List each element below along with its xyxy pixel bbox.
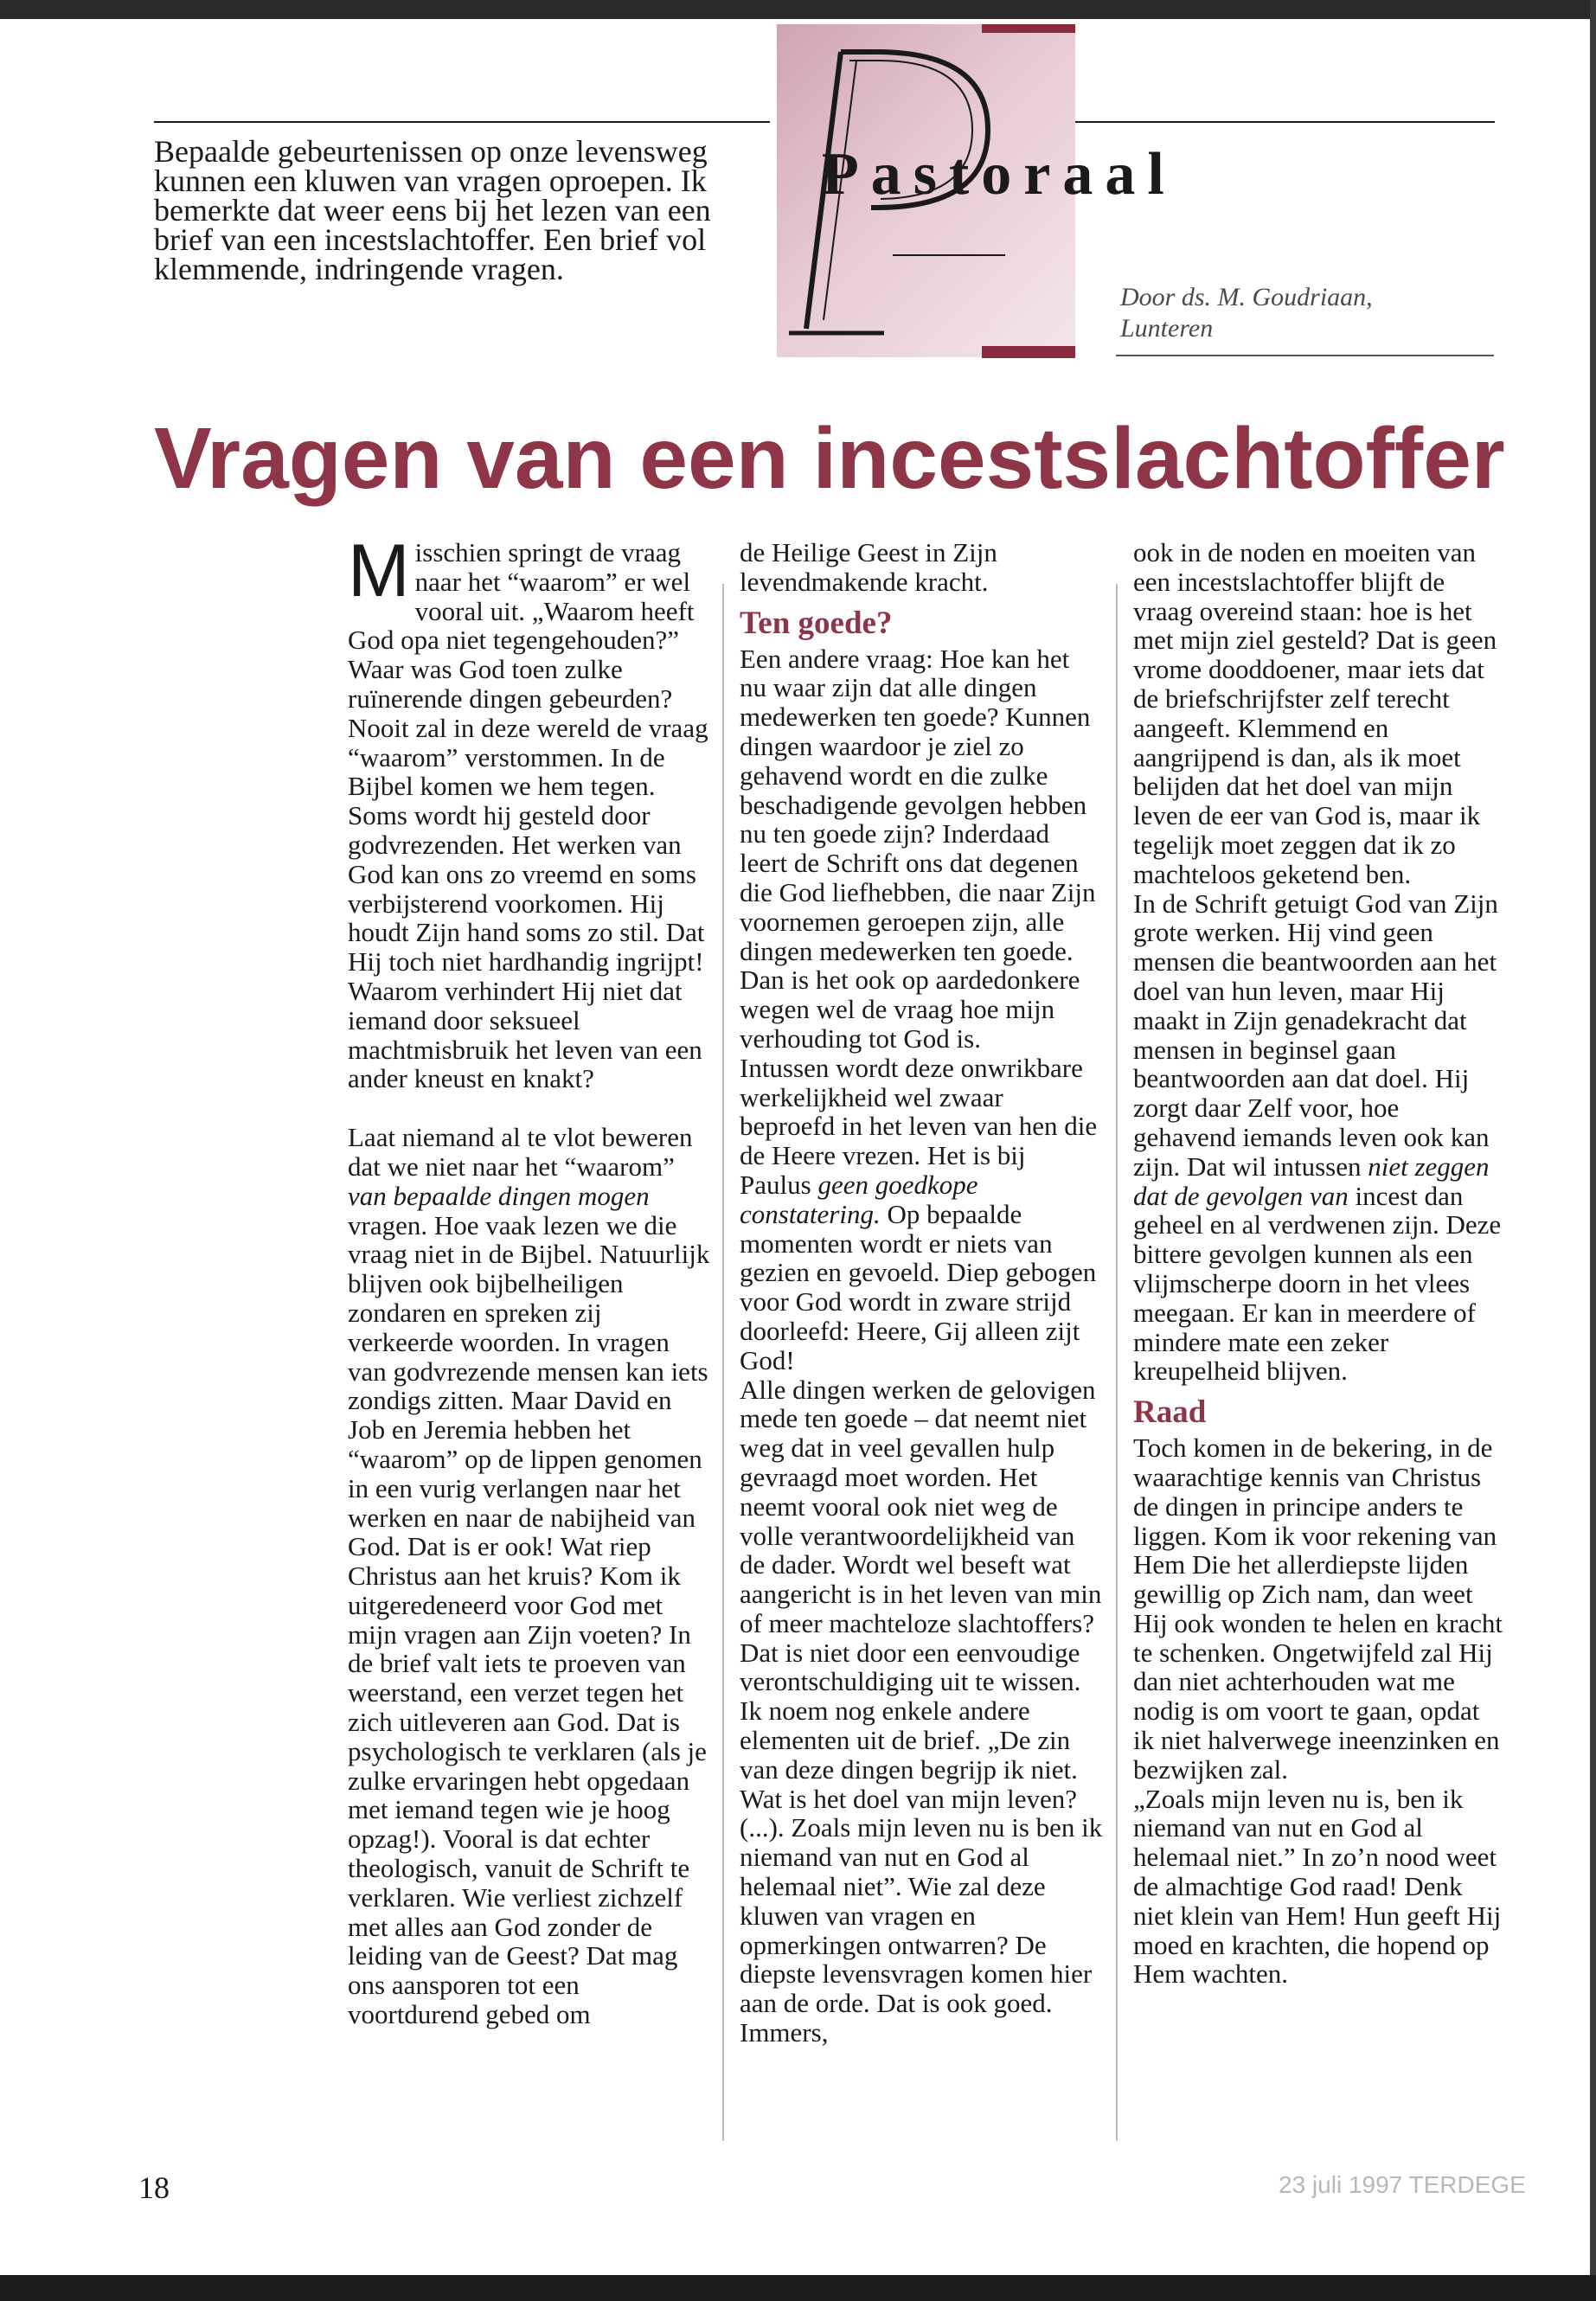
column3-paragraph-4: „Zoals mijn leven nu is, ben ik niemand van nut en God al helemaal niet.” In zo’n nood weet de almachtige God raad! Denk niet klein van Hem! Hun geeft Hij moed en krachten, die hopend op Hem wachten. xyxy=(1133,1783,1502,1990)
column2-paragraph-3: Intussen wordt deze onwrikbare werkelijkheid wel zwaar beproefd in het leven van hen die de Heere vrezen. Het is bij Paulus geen goedkope constatering. Op bepaalde momenten wordt er niets van gezien en gevoeld. Diep gebogen voor God wordt in zware strijd doorleefd: Heere, Gij alleen zijt God! xyxy=(740,1052,1098,1375)
top-rule-right xyxy=(1075,121,1495,123)
column3-paragraph-1: ook in de noden en moeiten van een incestslachtoffer blijft de vraag overeind staan: hoe is het met mijn ziel gesteld? Dat is geen vrome dooddoener, maar iets dat de briefschrijfster zelf terecht aangeeft. Klemmend en aangrijpend is dan, als ik moet belijden dat het doel van mijn leven de eer van God is, maar ik tegelijk moet zeggen dat ik zo machteloos geketend ben. xyxy=(1133,537,1497,889)
column-divider-2 xyxy=(1116,584,1118,2141)
column1-paragraph-2: Laat niemand al te vlot beweren dat we niet naar het “waarom” van bepaalde dingen mogen vragen. Hoe vaak lezen we die vraag niet in de Bijbel. Natuurlijk blijven ook bijbelheiligen zondaren en spreken zij verkeerde woorden. In vragen van godvrezende mensen kan iets zondigs zitten. Maar David en Job en Jeremia hebben het “waarom” op de lippen genomen in een vurig verlangen naar het werken en naar de nabijheid van God. Dat is er ook! Wat riep Christus aan het kruis? Kom ik uitgeredeneerd voor God met mijn vragen aan Zijn voeten? In de brief valt iets te proeven van weerstand, een verzet tegen het zich uitleveren aan God. Dat is psychologisch te verklaren (als je zulke ervaringen hebt opgedaan met iemand tegen wie je hoog opzag!). Vooral is dat echter theologisch, vanuit de Schrift te verklaren. Wie verliest zichzelf met alles aan God zonder de leiding van de Geest? Dat mag ons aansporen tot een voortdurend gebed om xyxy=(348,1122,710,2030)
column2-paragraph-1: de Heilige Geest in Zijn levendmakende kracht. xyxy=(740,537,997,597)
byline-rule xyxy=(1116,355,1494,356)
article-headline: Vragen van een incestslachtoffer xyxy=(154,410,1505,507)
pastoraal-wordmark: Pastoraal xyxy=(822,141,1176,208)
article-column-2 xyxy=(740,538,1103,2048)
top-rule-left xyxy=(154,121,770,123)
byline xyxy=(1120,282,1373,344)
page-number: 18 xyxy=(138,2170,170,2205)
byline-place: Lunteren xyxy=(1120,314,1214,343)
article-column-3 xyxy=(1133,538,1505,1989)
footer-issue-date: 23 juli 1997 TERDEGE xyxy=(1279,2171,1526,2198)
byline-author: Door ds. M. Goudriaan, xyxy=(1120,283,1373,311)
column1-paragraph-1: Misschien springt de vraag naar het “waarom” er wel vooral uit. „Waarom heeft God opa niet tegengehouden?” Waar was God toen zulke ruïnerende dingen gebeurden? Nooit zal in deze wereld de vraag “waarom” verstommen. In de Bijbel komen we hem tegen. Soms wordt hij gesteld door godvrezenden. Het werken van God kan ons zo vreemd en soms verbijsterend voorkomen. Hij houdt Zijn hand soms zo stil. Dat Hij toch niet hardhandig ingrijpt! Waarom verhindert Hij niet dat iemand door seksueel machtmisbruik het leven van een ander kneust en knakt? xyxy=(348,529,708,1094)
intro-text: Bepaalde gebeurtenissen op onze levensweg kunnen een kluwen van vragen oproepen. Ik bemerkte dat weer eens bij het lezen van een brief van een incestslachtoffer. Een brief vol klemmende, indringende vragen. xyxy=(154,134,711,286)
column-divider-1 xyxy=(722,584,724,2141)
logo-accent-bar-bottom xyxy=(982,346,1075,358)
drop-cap: M xyxy=(348,529,410,612)
logo-accent-bar-top xyxy=(982,24,1075,33)
scan-edge-right xyxy=(1590,0,1596,2301)
column2-paragraph-5: Ik noem nog enkele andere elementen uit de brief. „De zin van deze dingen begrijp ik niet. Wat is het doel van mijn leven? (...). Zoals mijn leven nu is ben ik niemand van nut en God al helemaal niet”. Wie zal deze kluwen van vragen en opmerkingen ontwarren? De diepste levensvragen komen hier aan de orde. Dat is ook goed. Immers, xyxy=(740,1695,1103,2048)
column3-paragraph-3: Toch komen in de bekering, in de waarachtige kennis van Christus de dingen in principe anders te liggen. Kom ik voor rekening van Hem Die het allerdiepste lijden gewillig op Zich nam, dan weet Hij ook wonden te helen en kracht te schenken. Ongetwijfeld zal Hij dan niet achterhouden wat me nodig is om voort te gaan, opdat ik niet halverwege ineenzinken en bezwijken zal. xyxy=(1133,1433,1503,1785)
scan-edge-top xyxy=(0,0,1596,19)
column2-paragraph-2: Een andere vraag: Hoe kan het nu waar zijn dat alle dingen medewerken ten goede? Kunnen dingen waardoor je ziel zo gehavend wordt en die zulke beschadigende gevolgen hebben nu ten goede zijn? Inderdaad leert de Schrift ons dat degenen die God liefhebben, die naar Zijn voornemen geroepen zijn, alle dingen medewerken ten goede. Dan is het ook op aardedonkere wegen wel de vraag hoe mijn verhouding tot God is. xyxy=(740,643,1096,1054)
subheading-raad: Raad xyxy=(1133,1394,1207,1431)
column2-paragraph-4: Alle dingen werken de gelovigen mede ten goede – dat neemt niet weg dat in veel gevallen hulp gevraagd moet worden. Het neemt vooral ook niet weg de volle verantwoordelijkheid van de dader. Wordt wel beseft wat aangericht is in het leven van min of meer machteloze slachtoffers? Dat is niet door een eenvoudige verontschuldiging uit te wissen. xyxy=(740,1374,1102,1697)
scan-edge-bottom xyxy=(0,2275,1596,2301)
column3-paragraph-2: In de Schrift getuigt God van Zijn grote werken. Hij vind geen mensen die beantwoorden aan het doel van hun leven, maar Hij maakt in Zijn genadekracht dat mensen in beginsel gaan beantwoorden aan dat doel. Hij zorgt daar Zelf voor, hoe gehavend iemands leven ook kan zijn. Dat wil intussen niet zeggen dat de gevolgen van incest dan geheel en al verdwenen zijn. Deze bittere gevolgen kunnen als een vlijmscherpe doorn in het vlees meegaan. Er kan in meerdere of mindere mate een zeker kreupelheid blijven. xyxy=(1133,888,1502,1387)
subheading-ten-goede: Ten goede? xyxy=(740,605,893,641)
article-column-1 xyxy=(348,529,711,2030)
